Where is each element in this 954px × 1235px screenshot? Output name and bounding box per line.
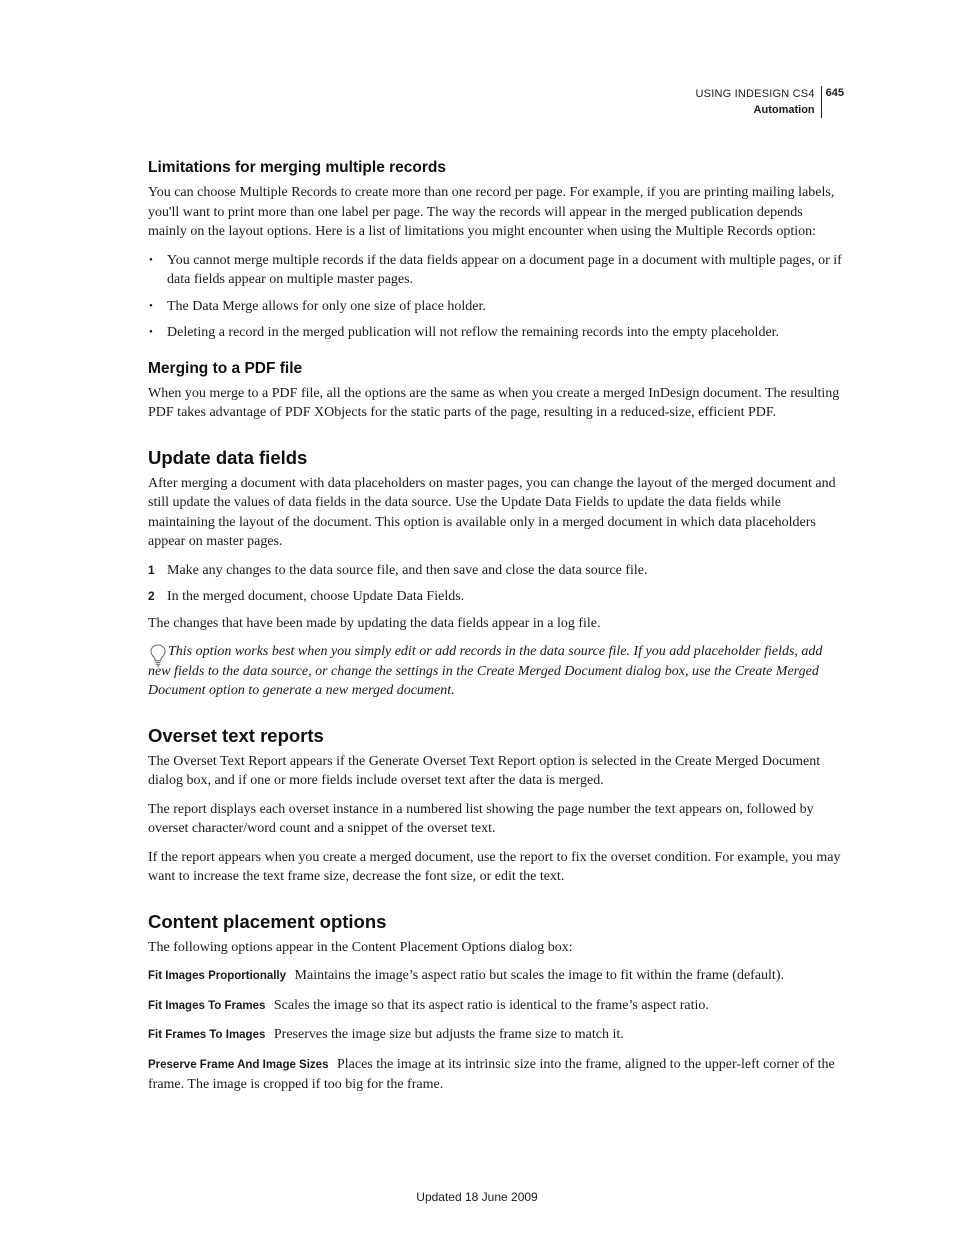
section-title-update: Update data fields [148, 446, 308, 468]
update-intro: After merging a document with data placeholders on master pages, you can change the layout of the merged document and still update the values of data fields in the data source. Use the Update Data Fields to update the data fields while maintaining the layout of the document. This option is available only in a merged document in which data placeholders appear on master pages. [148, 475, 836, 549]
option-description: Preserves the image size but adjusts the frame size to match it. [273, 1027, 624, 1042]
section-title-overset: Overset text reports [148, 724, 324, 746]
step-number: 2 [148, 589, 155, 603]
step-item [148, 561, 842, 581]
limitations-intro: You can choose Multiple Records to create more than one record per page. For example, if you are printing mailing labels, you'll want to print more than one label per page. The way the records will appear in the merged publication depends mainly on the layout options. Here is a list of limitations you might encounter when using the Multiple Records option: [148, 185, 835, 239]
running-header-text [696, 86, 822, 118]
running-title: USING INDESIGN CS4 [695, 88, 815, 100]
overset-paragraph: The Overset Text Report appears if the Generate Overset Text Report option is selected in the Create Merged Document dialog box, and if one or more fields include overset text after the data is merged. [148, 753, 821, 788]
tip-note [148, 642, 842, 701]
running-header [696, 86, 844, 118]
list-item: • You cannot merge multiple records if the data fields appear on a document page in a document with multiple pages, or if data fields appear on multiple master pages. [148, 251, 842, 290]
section-title-pdf: Merging to a PDF file [148, 359, 303, 377]
update-steps [148, 561, 842, 607]
option-term: Fit Frames To Images [148, 1029, 266, 1041]
section-title-placement: Content placement options [148, 910, 387, 932]
pdf-body: When you merge to a PDF file, all the options are the same as when you create a merged InDesign document. The resulting PDF takes advantage of PDF XObjects for the static parts of the page, resulting in a reduced-size, efficient PDF. [148, 385, 840, 420]
step-text: In the merged document, choose Update Data Fields. [167, 589, 465, 604]
option-description: Scales the image so that its aspect ratio is identical to the frame’s aspect ratio. [273, 997, 709, 1013]
placement-option [148, 1055, 842, 1095]
placement-intro: The following options appear in the Content Placement Options dialog box: [148, 939, 573, 955]
option-description: Maintains the image’s aspect ratio but scales the image to fit within the frame (default). [294, 968, 784, 983]
lightbulb-icon [148, 642, 168, 668]
placement-option [148, 966, 842, 987]
page-content [148, 157, 842, 1104]
section-title-limitations: Limitations for merging multiple records [148, 159, 446, 176]
step-item [148, 587, 842, 607]
update-after: The changes that have been made by updating the data fields appear in a log file. [148, 615, 601, 631]
limitations-list [148, 251, 842, 343]
option-term: Fit Images Proportionally [148, 970, 287, 982]
running-section: Automation [753, 104, 815, 116]
placement-option [148, 1025, 842, 1046]
option-term: Preserve Frame And Image Sizes [148, 1058, 329, 1071]
step-text: Make any changes to the data source file, and then save and close the data source file. [167, 562, 648, 578]
option-description: Places the image at its intrinsic size into the frame, aligned to the upper-left corner of the frame. The image is cropped if too big for the frame. [148, 1056, 835, 1092]
page-footer: Updated 18 June 2009 [416, 1190, 538, 1204]
tip-text: This option works best when you simply edit or add records in the data source file. If you add placeholder fields, add new fields to the data source, or change the settings in the Create Merged Document dialog box, use the Create Merged Document option to generate a new merged document. [148, 644, 823, 698]
overset-paragraph: The report displays each overset instance in a numbered list showing the page number the text appears on, followed by overset character/word count and a snippet of the overset text. [148, 801, 814, 836]
placement-option [148, 996, 842, 1017]
list-item: • The Data Merge allows for only one size of place holder. [148, 297, 842, 317]
option-term: Fit Images To Frames [148, 999, 266, 1012]
page-number: 645 [825, 87, 844, 99]
step-number: 1 [148, 562, 155, 577]
overset-paragraph: If the report appears when you create a merged document, use the report to fix the overset condition. For example, you may want to increase the text frame size, decrease the font size, or edit the text. [148, 849, 841, 884]
list-item: • Deleting a record in the merged publication will not reflow the remaining records into the empty placeholder. [148, 323, 842, 343]
